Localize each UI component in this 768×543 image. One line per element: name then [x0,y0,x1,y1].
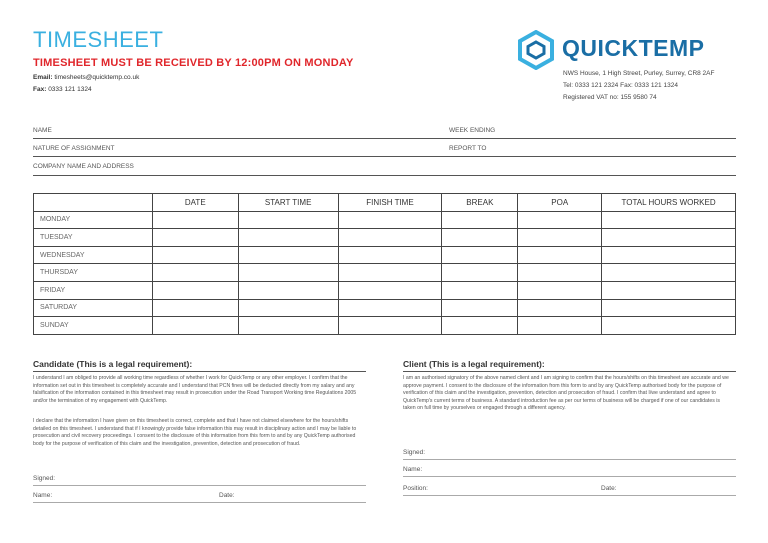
corner-cell [34,194,153,212]
client-name-line[interactable] [403,476,736,477]
table-cell[interactable] [602,317,736,335]
table-cell[interactable] [518,229,602,247]
client-statement: I am an authorised signatory of the above named client and I am signing to confirm that the hours/shifts on this timesheet are accurate and we approve payment. I consent to the disclosure of the information from this form to and by any QuickTemp authorised body for the purpose of verification of this claim and the investigation, prevention, detection and prosecution of fraud. I confirm that I/we understand and agree to QuickTemp's current terms of business. A standard introduction fee as per our terms of business will be charged if one of our candidates is taken on full time by yourselves or engaged through a different agency. [403,375,729,412]
table-cell[interactable] [602,211,736,229]
client-position-date-line[interactable] [403,495,736,496]
client-signed-label: Signed: [403,449,426,456]
day-label: FRIDAY [34,281,153,299]
table-cell[interactable] [338,317,442,335]
quicktemp-logo-icon [517,30,555,70]
table-cell[interactable] [238,211,338,229]
deadline-notice: TIMESHEET MUST BE RECEIVED BY 12:00PM ON MONDAY [33,57,354,69]
table-cell[interactable] [152,281,238,299]
table-cell[interactable] [442,317,518,335]
column-header-finish-time: FINISH TIME [338,194,442,212]
column-header-date: DATE [152,194,238,212]
table-header-row [34,194,736,212]
client-signature-line[interactable] [403,459,736,460]
table-cell[interactable] [442,264,518,282]
table-cell[interactable] [238,299,338,317]
table-cell[interactable] [238,281,338,299]
client-heading: Client (This is a legal requirement): [403,359,545,369]
logo-text: QUICKTEMP [562,35,705,61]
table-cell[interactable] [442,281,518,299]
assignment-field-label: NATURE OF ASSIGNMENT [33,145,115,152]
table-cell[interactable] [518,211,602,229]
table-row [34,317,736,335]
fax-line [33,86,92,93]
company-address-field-label: COMPANY NAME AND ADDRESS [33,163,134,170]
table-cell[interactable] [518,246,602,264]
day-label: SATURDAY [34,299,153,317]
table-cell[interactable] [338,264,442,282]
column-header-poa: POA [518,194,602,212]
table-cell[interactable] [518,281,602,299]
company-phone-fax: Tel: 0333 121 2324 Fax: 0333 121 1324 [563,82,678,89]
candidate-statement-1: I understand I am obliged to provide all working time regardless of whether I work for QuickTemp or any other employer. I confirm that the information set out in this timesheet is completely accurate and I understand that PCN fines will be deducted directly from my salary and any falsification of the information contained in this timesheet may result in prosecution under the Road Transport Working time Regulations 2005 and/or the termination of my engagement with QuickTemp. [33,375,357,404]
client-position-label: Position: [403,485,428,492]
table-cell[interactable] [338,299,442,317]
table-cell[interactable] [442,246,518,264]
table-cell[interactable] [602,246,736,264]
table-cell[interactable] [152,229,238,247]
day-label: MONDAY [34,211,153,229]
company-address: NWS House, 1 High Street, Purley, Surrey, CR8 2AF [563,70,715,77]
column-header-start-time: START TIME [238,194,338,212]
client-name-label: Name: [403,466,423,473]
client-divider [403,371,736,372]
table-cell[interactable] [602,299,736,317]
table-cell[interactable] [338,281,442,299]
table-cell[interactable] [602,229,736,247]
table-cell[interactable] [518,264,602,282]
fax-value: 0333 121 1324 [48,86,92,93]
name-field-label: NAME [33,127,52,134]
table-cell[interactable] [152,299,238,317]
table-row [34,264,736,282]
table-cell[interactable] [338,229,442,247]
client-date-label: Date: [601,485,617,492]
candidate-heading: Candidate (This is a legal requirement): [33,359,193,369]
candidate-signed-label: Signed: [33,475,56,482]
email-line [33,74,139,81]
candidate-divider [33,371,366,372]
table-cell[interactable] [518,299,602,317]
name-field-line[interactable] [33,138,736,139]
email-value[interactable]: timesheets@quicktemp.co.uk [54,74,140,81]
candidate-date-label: Date: [219,492,235,499]
day-label: THURSDAY [34,264,153,282]
table-row [34,299,736,317]
day-label: SUNDAY [34,317,153,335]
table-cell[interactable] [518,317,602,335]
table-cell[interactable] [238,317,338,335]
report-to-field-label: REPORT TO [449,145,487,152]
email-label: Email: [33,74,53,81]
candidate-statement-2: I declare that the information I have given on this timesheet is correct, complete and that I have not claimed elsewhere for the hours/shifts detailed on this timesheet. I understand that if I knowingly provide false information this may result in disciplinary action and I may be liable to prosecution and civil recovery proceedings. I consent to the disclosure of this information from this form to and by any QuickTemp authorised body for the purpose of verification of this claim and the investigation, prevention, detection and prosecution of fraud. [33,418,357,447]
day-label: TUESDAY [34,229,153,247]
assignment-field-line[interactable] [33,156,736,157]
column-header-break: BREAK [442,194,518,212]
table-cell[interactable] [442,229,518,247]
day-label: WEDNESDAY [34,246,153,264]
table-row [34,211,736,229]
timesheet-table [33,193,736,335]
week-ending-field-label: WEEK ENDING [449,127,496,134]
candidate-name-label: Name: [33,492,53,499]
table-cell[interactable] [238,264,338,282]
table-cell[interactable] [442,211,518,229]
column-header-total-hours: TOTAL HOURS WORKED [602,194,736,212]
page-title: TIMESHEET [33,27,164,52]
company-address-field-line[interactable] [33,175,736,176]
table-cell[interactable] [238,246,338,264]
table-cell[interactable] [152,246,238,264]
table-cell[interactable] [152,211,238,229]
table-cell[interactable] [602,264,736,282]
candidate-signature-line[interactable] [33,485,366,486]
table-cell[interactable] [238,229,338,247]
table-cell[interactable] [442,299,518,317]
table-cell[interactable] [338,211,442,229]
table-row [34,281,736,299]
table-cell[interactable] [152,317,238,335]
company-vat: Registered VAT no: 155 9580 74 [563,94,657,101]
table-cell[interactable] [338,246,442,264]
fax-label: Fax: [33,86,47,93]
table-cell[interactable] [152,264,238,282]
table-row [34,229,736,247]
candidate-name-date-line[interactable] [33,502,366,503]
table-row [34,246,736,264]
table-cell[interactable] [602,281,736,299]
